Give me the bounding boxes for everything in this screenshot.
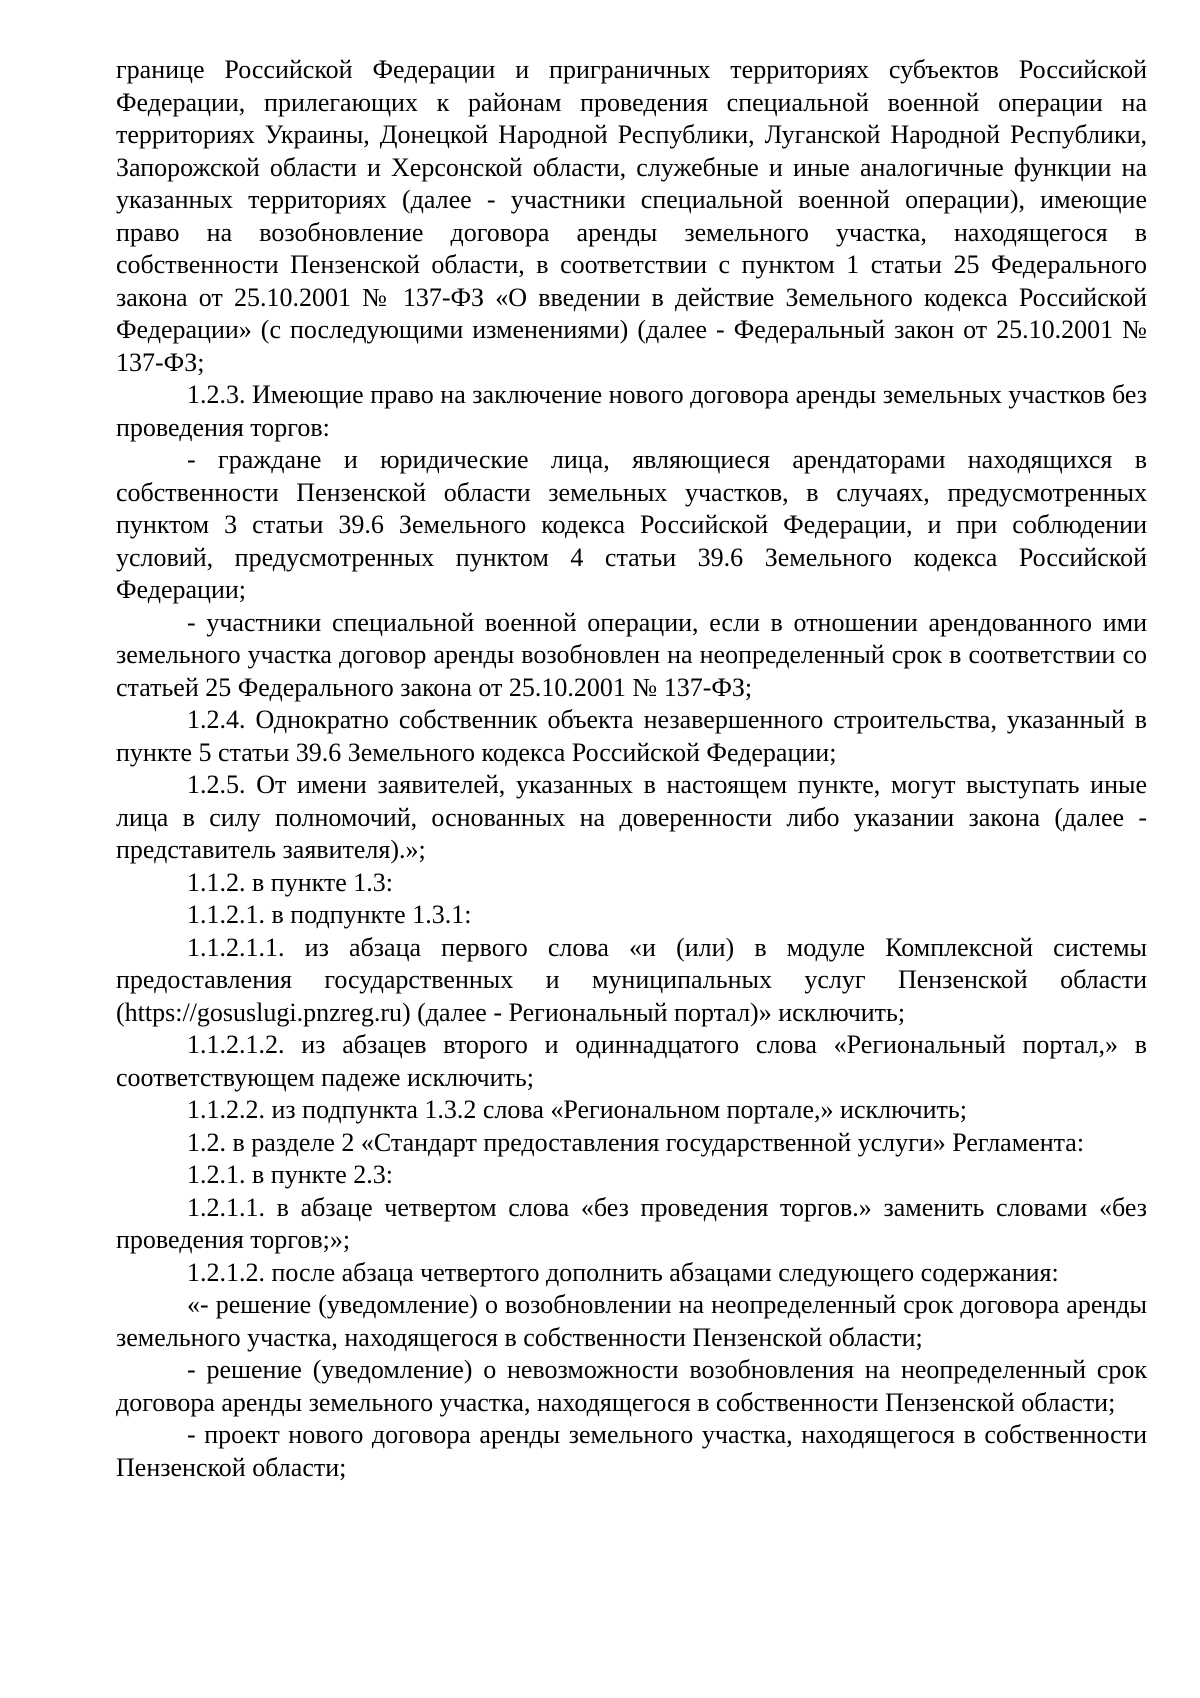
paragraph-1-2-3: 1.2.3. Имеющие право на заключение нового договора аренды земельных участков без проведения торгов: (116, 380, 1147, 442)
paragraph-1-2-1: 1.2.1. в пункте 2.3: (187, 1160, 394, 1189)
paragraph-continuation: границе Российской Федерации и приграничных территориях субъектов Российской Федерации, прилегающих к районам проведения специальной военной операции на территориях Украины, Донецкой Народной Республики, Луганской Народной Республики, Запорожской области и Херсонской области, служебные и иные аналогичные функции на указанных территориях (далее - участники специальной военной операции), имеющие право на возобновление договора аренды земельного участка, находящегося в собственности Пензенской области, в соответствии с пунктом 1 статьи 25 Федерального закона от 25.10.2001 № 137-ФЗ «О введении в действие Земельного кодекса Российской Федерации» (с последующими изменениями) (далее - Федеральный закон от 25.10.2001 № 137-ФЗ; (116, 55, 1147, 377)
paragraph-1-2-5: 1.2.5. От имени заявителей, указанных в настоящем пункте, могут выступать иные лица в силу полномочий, основанных на доверенности либо указании закона (далее - представитель заявителя).»; (116, 770, 1147, 864)
paragraph-1-1-2-1-1: 1.1.2.1.1. из абзаца первого слова «и (или) в модуле Комплексной системы предоставления государственных и муниципальных услуг Пензенской области (https://gosuslugi.pnzreg.ru) (далее - Региональный портал)» исключить; (116, 932, 1147, 1027)
paragraph-list-item: - решение (уведомление) о невозможности возобновления на неопределенный срок договора аренды земельного участка, находящегося в собственности Пензенской области; (116, 1355, 1147, 1417)
paragraph-1-1-2: 1.1.2. в пункте 1.3: (187, 867, 394, 897)
paragraph-list-item: - проект нового договора аренды земельного участка, находящегося в собственности Пензенской области; (116, 1420, 1147, 1482)
paragraph-1-1-2-2: 1.1.2.2. из подпункта 1.3.2 слова «Региональном портале,» исключить; (187, 1095, 967, 1124)
document-text (116, 54, 1147, 1484)
paragraph-list-item: - граждане и юридические лица, являющиеся арендаторами находящихся в собственности Пензенской области земельных участков, в случаях, предусмотренных пунктом 3 статьи 39.6 Земельного кодекса Российской Федерации, и при соблюдении условий, предусмотренных пунктом 4 статьи 39.6 Земельного кодекса Российской Федерации; (116, 445, 1147, 604)
paragraph-1-2-1-2: 1.2.1.2. после абзаца четвертого дополнить абзацами следующего содержания: (187, 1257, 1059, 1287)
paragraph-list-item: «- решение (уведомление) о возобновлении на неопределенный срок договора аренды земельного участка, находящегося в собственности Пензенской области; (116, 1290, 1147, 1352)
paragraph-1-2-1-1: 1.2.1.1. в абзаце четвертом слова «без проведения торгов.» заменить словами «без проведения торгов;»; (116, 1192, 1147, 1254)
paragraph-list-item: - участники специальной военной операции, если в отношении арендованного ими земельного участка договор аренды возобновлен на неопределенный срок в соответствии со статьей 25 Федерального закона от 25.10.2001 № 137-ФЗ; (116, 607, 1147, 702)
paragraph-1-2: 1.2. в разделе 2 «Стандарт предоставления государственной услуги» Регламента: (187, 1127, 1085, 1157)
paragraph-1-1-2-1: 1.1.2.1. в подпункте 1.3.1: (187, 900, 472, 929)
paragraph-1-1-2-1-2: 1.1.2.1.2. из абзацев второго и одиннадцатого слова «Региональный портал,» в соответствующем падеже исключить; (116, 1030, 1147, 1092)
paragraph-1-2-4: 1.2.4. Однократно собственник объекта незавершенного строительства, указанный в пункте 5 статьи 39.6 Земельного кодекса Российской Федерации; (116, 705, 1147, 767)
